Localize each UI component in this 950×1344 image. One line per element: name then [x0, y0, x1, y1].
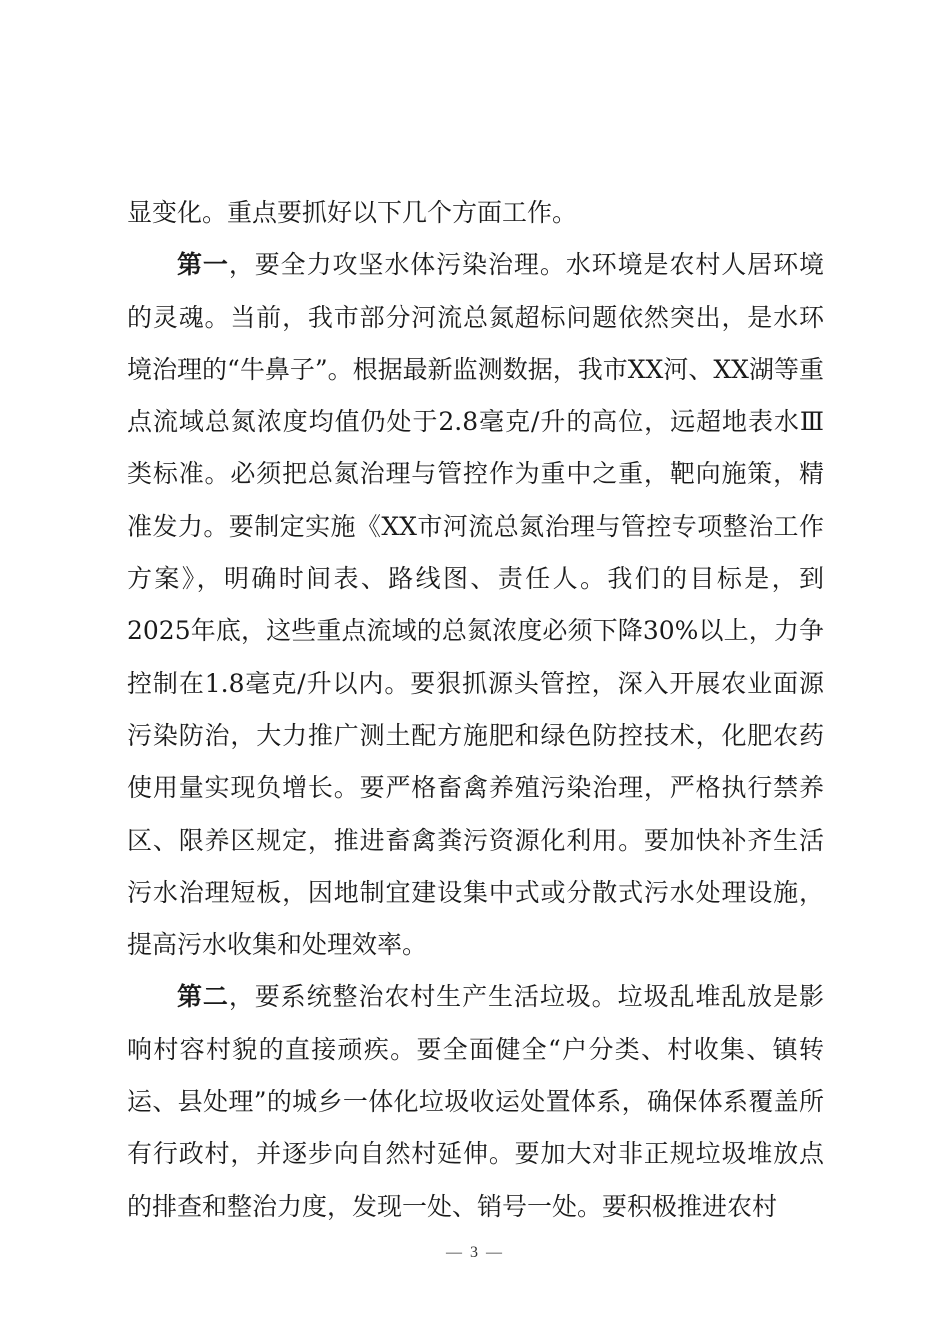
paragraph-lead: 第一: [177, 250, 229, 280]
paragraph-first: [127, 239, 824, 971]
paragraph-text: ，要全力攻坚水体污染治理。水环境是农村人居环境的灵魂。当前，我市部分河流总氮超标问题依然突出，是水环境治理的“牛鼻子”。根据最新监测数据，我市XX河、XX湖等重点流域总氮浓度均值仍处于2.8毫克/升的高位，远超地表水Ⅲ类标准。必须把总氮治理与管控作为重中之重，靶向施策，精准发力。要制定实施《XX市河流总氮治理与管控专项整治工作方案》，明确时间表、路线图、责任人。我们的目标是，到2025年底，这些重点流域的总氮浓度必须下降30%以上，力争控制在1.8毫克/升以内。要狠抓源头管控，深入开展农业面源污染防治，大力推广测土配方施肥和绿色防控技术，化肥农药使用量实现负增长。要严格畜禽养殖污染治理，严格执行禁养区、限养区规定，推进畜禽粪污资源化利用。要加快补齐生活污水治理短板，因地制宜建设集中式或分散式污水处理设施，提高污水收集和处理效率。: [127, 250, 824, 960]
paragraph-second: [127, 971, 824, 1232]
paragraph-text: 显变化。重点要抓好以下几个方面工作。: [127, 198, 578, 227]
paragraph-continuation: [127, 187, 824, 239]
paragraph-text: ，要系统整治农村生产生活垃圾。垃圾乱堆乱放是影响村容村貌的直接顽疾。要全面健全“户分类、村收集、镇转运、县处理”的城乡一体化垃圾收运处置体系，确保体系覆盖所有行政村，并逐步向自然村延伸。要加大对非正规垃圾堆放点的排查和整治力度，发现一处、销号一处。要积极推进农村: [127, 982, 824, 1221]
page-number: — 3 —: [446, 1244, 504, 1261]
paragraph-lead: 第二: [177, 982, 229, 1012]
document-body: [127, 187, 824, 1233]
